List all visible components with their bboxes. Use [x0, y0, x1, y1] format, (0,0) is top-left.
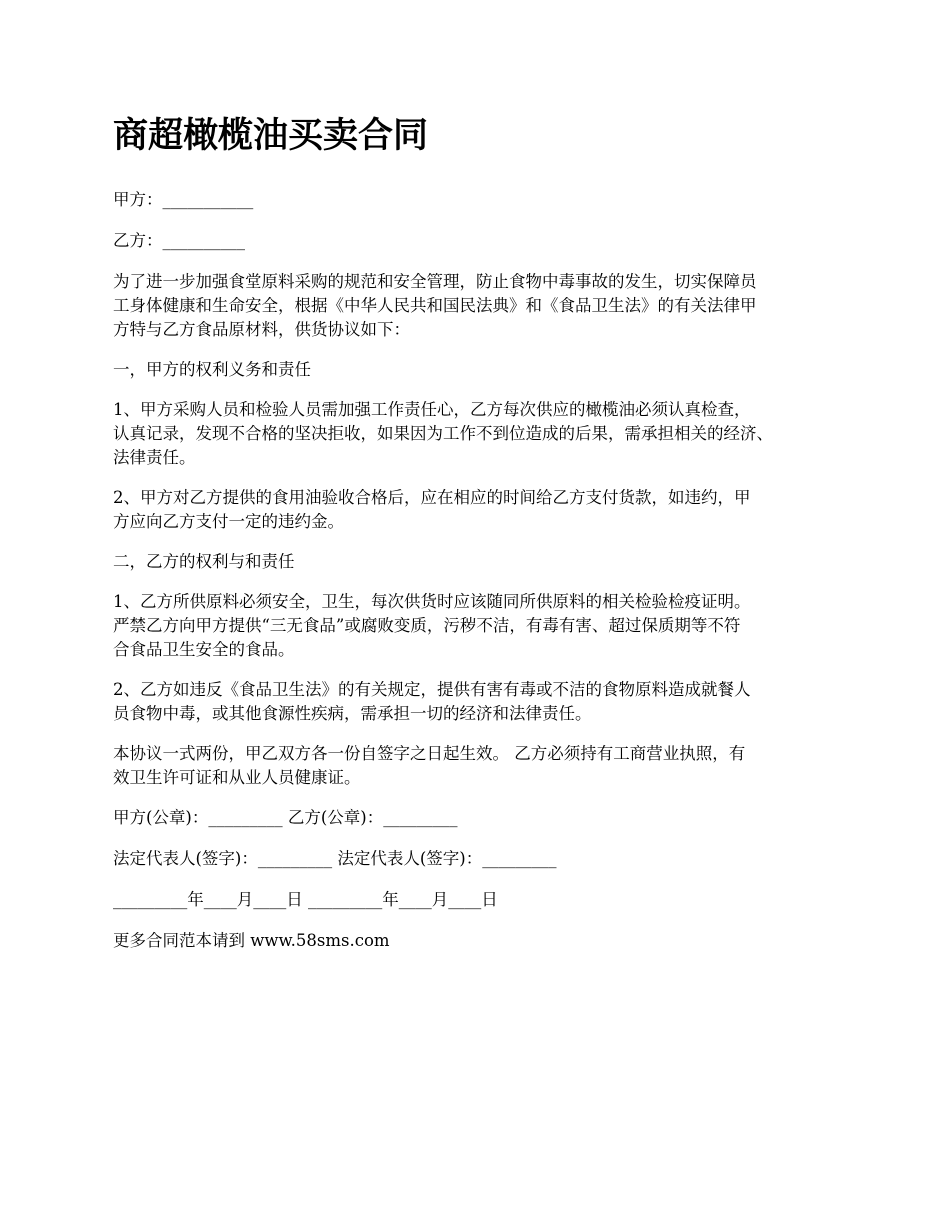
effectiveness-paragraph: 本协议一式两份，甲乙双方各一份自签字之日起生效。 乙方必须持有工商营业执照，有 效卫生许可证和从业人员健康证。: [113, 744, 746, 787]
party-b-line: 乙方：__________: [113, 231, 245, 250]
preamble-paragraph: 为了进一步加强食堂原料采购的规范和安全管理，防止食物中毒事故的发生，切实保障员 工身体健康和生命安全，根据《中华人民共和国民法典》和《食品卫生法》的有关法律甲 方特与乙方食品原材料，供货协议如下：: [113, 272, 757, 339]
date-line: _________年____月____日 _________年____月____日: [113, 890, 498, 909]
party-a-line: 甲方：___________: [113, 190, 254, 209]
clause-b1-paragraph: 1、乙方所供原料必须安全，卫生，每次供货时应该随同所供原料的相关检验检疫证明。 严禁乙方向甲方提供“三无食品”或腐败变质，污秽不洁，有毒有害、超过保质期等不符 合食品卫生安全的食品。: [113, 592, 751, 659]
section-heading-party-b: 二，乙方的权利与和责任: [113, 552, 295, 571]
signature-line: 法定代表人(签字)：_________ 法定代表人(签字)：_________: [113, 849, 557, 868]
clause-a2-paragraph: 2、甲方对乙方提供的食用油验收合格后，应在相应的时间给乙方支付货款，如违约，甲 方应向乙方支付一定的违约金。: [113, 488, 751, 531]
clause-a1-paragraph: 1、甲方采购人员和检验人员需加强工作责任心，乙方每次供应的橄榄油必须认真检查， 认真记录，发现不合格的坚决拒收，如果因为工作不到位造成的后果，需承担相关的经济、 法律责任。: [113, 400, 773, 467]
footer-note: 更多合同范本请到 www.58sms.com: [113, 931, 390, 950]
section-heading-party-a: 一，甲方的权利义务和责任: [113, 360, 311, 379]
document-title: 商超橄榄油买卖合同: [113, 115, 429, 156]
document-page: [113, 112, 858, 953]
clause-b2-paragraph: 2、乙方如违反《食品卫生法》的有关规定，提供有害有毒或不洁的食物原料造成就餐人 员食物中毒，或其他食源性疾病，需承担一切的经济和法律责任。: [113, 680, 751, 723]
seal-line: 甲方(公章)：_________ 乙方(公章)：_________: [113, 808, 458, 827]
